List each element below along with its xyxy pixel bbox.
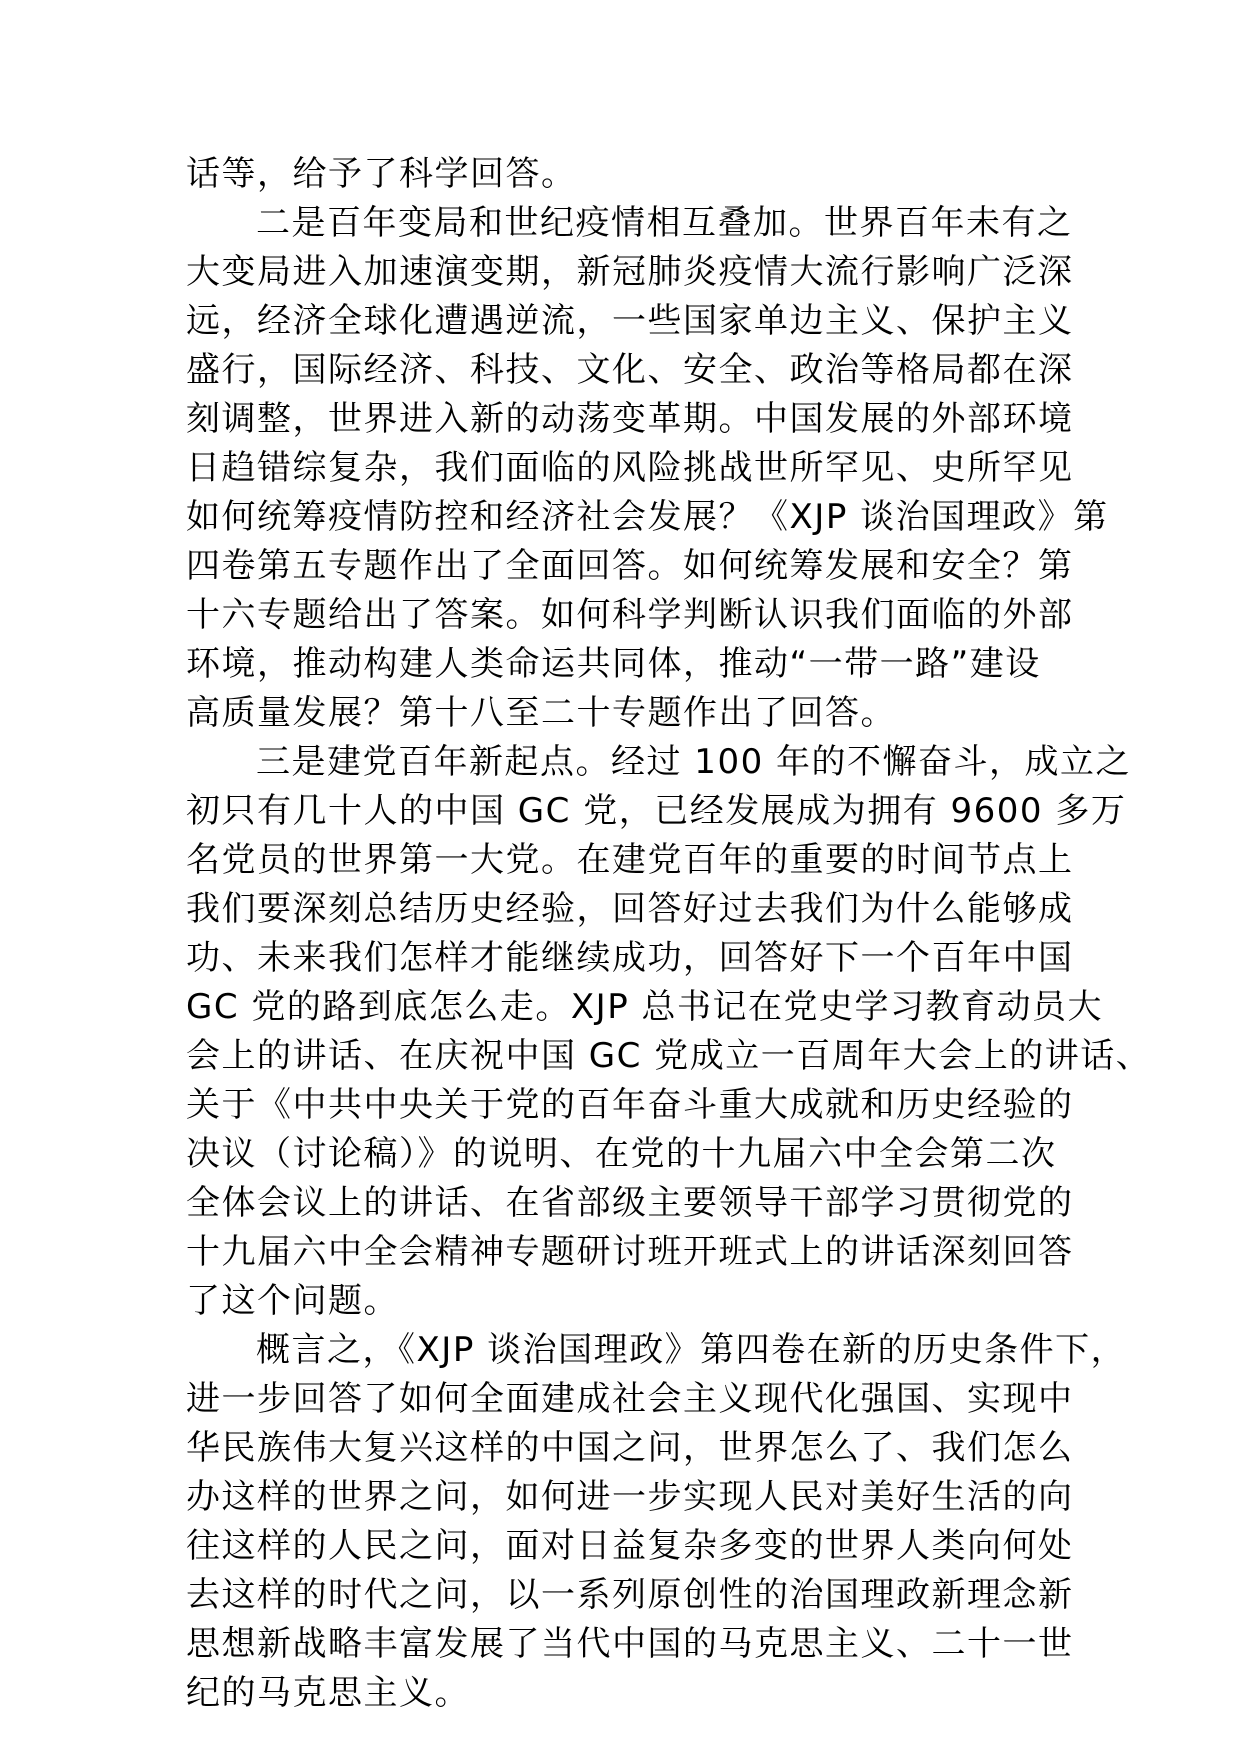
text-line: 日趋错综复杂，我们面临的风险挑战世所罕见、史所罕见 bbox=[186, 448, 1074, 488]
text-line: 二是百年变局和世纪疫情相互叠加。世界百年未有之 bbox=[256, 203, 1073, 243]
text-line: 纪的马克思主义。 bbox=[186, 1673, 470, 1713]
text-line: 去这样的时代之问，以一系列原创性的治国理政新理念新 bbox=[186, 1575, 1074, 1615]
text-line: 进一步回答了如何全面建成社会主义现代化强国、实现中 bbox=[186, 1379, 1074, 1419]
text-line: 大变局进入加速演变期，新冠肺炎疫情大流行影响广泛深 bbox=[186, 252, 1074, 292]
text-line: 环境，推动构建人类命运共同体，推动“一带一路”建设 bbox=[186, 644, 1041, 684]
document-body bbox=[186, 150, 1152, 1718]
text-line: 华民族伟大复兴这样的中国之问，世界怎么了、我们怎么 bbox=[186, 1428, 1074, 1468]
text-line: 名党员的世界第一大党。在建党百年的重要的时间节点上 bbox=[186, 840, 1074, 880]
text-line: 思想新战略丰富发展了当代中国的马克思主义、二十一世 bbox=[186, 1624, 1074, 1664]
text-line: 话等，给予了科学回答。 bbox=[186, 154, 577, 194]
text-line: 远，经济全球化遭遇逆流，一些国家单边主义、保护主义 bbox=[186, 301, 1074, 341]
text-line: 会上的讲话、在庆祝中国 GC 党成立一百周年大会上的讲话、 bbox=[186, 1036, 1152, 1076]
text-line: 了这个问题。 bbox=[186, 1281, 399, 1321]
text-line: 全体会议上的讲话、在省部级主要领导干部学习贯彻党的 bbox=[186, 1183, 1074, 1223]
text-line: 我们要深刻总结历史经验，回答好过去我们为什么能够成 bbox=[186, 889, 1074, 929]
text-line: 功、未来我们怎样才能继续成功，回答好下一个百年中国 bbox=[186, 938, 1074, 978]
text-line: 决议（讨论稿）》的说明、在党的十九届六中全会第二次 bbox=[186, 1134, 1057, 1174]
text-line: 十九届六中全会精神专题研讨班开班式上的讲话深刻回答 bbox=[186, 1232, 1074, 1272]
text-line: 十六专题给出了答案。如何科学判断认识我们面临的外部 bbox=[186, 595, 1074, 635]
text-line: 初只有几十人的中国 GC 党，已经发展成为拥有 9600 多万 bbox=[186, 791, 1127, 831]
text-line: 概言之，《XJP 谈治国理政》第四卷在新的历史条件下， bbox=[256, 1330, 1127, 1370]
text-line: 关于《中共中央关于党的百年奋斗重大成就和历史经验的 bbox=[186, 1085, 1074, 1125]
text-line: 如何统筹疫情防控和经济社会发展？《XJP 谈治国理政》第 bbox=[186, 497, 1109, 537]
text-line: GC 党的路到底怎么走。XJP 总书记在党史学习教育动员大 bbox=[186, 987, 1104, 1027]
text-line: 四卷第五专题作出了全面回答。如何统筹发展和安全？第 bbox=[186, 546, 1074, 586]
text-line: 往这样的人民之问，面对日益复杂多变的世界人类向何处 bbox=[186, 1526, 1074, 1566]
text-line: 高质量发展？第十八至二十专题作出了回答。 bbox=[186, 693, 896, 733]
text-line: 刻调整，世界进入新的动荡变革期。中国发展的外部环境 bbox=[186, 399, 1074, 439]
text-line: 三是建党百年新起点。经过 100 年的不懈奋斗，成立之 bbox=[256, 742, 1132, 782]
text-line: 盛行，国际经济、科技、文化、安全、政治等格局都在深 bbox=[186, 350, 1074, 390]
text-line: 办这样的世界之问，如何进一步实现人民对美好生活的向 bbox=[186, 1477, 1074, 1517]
